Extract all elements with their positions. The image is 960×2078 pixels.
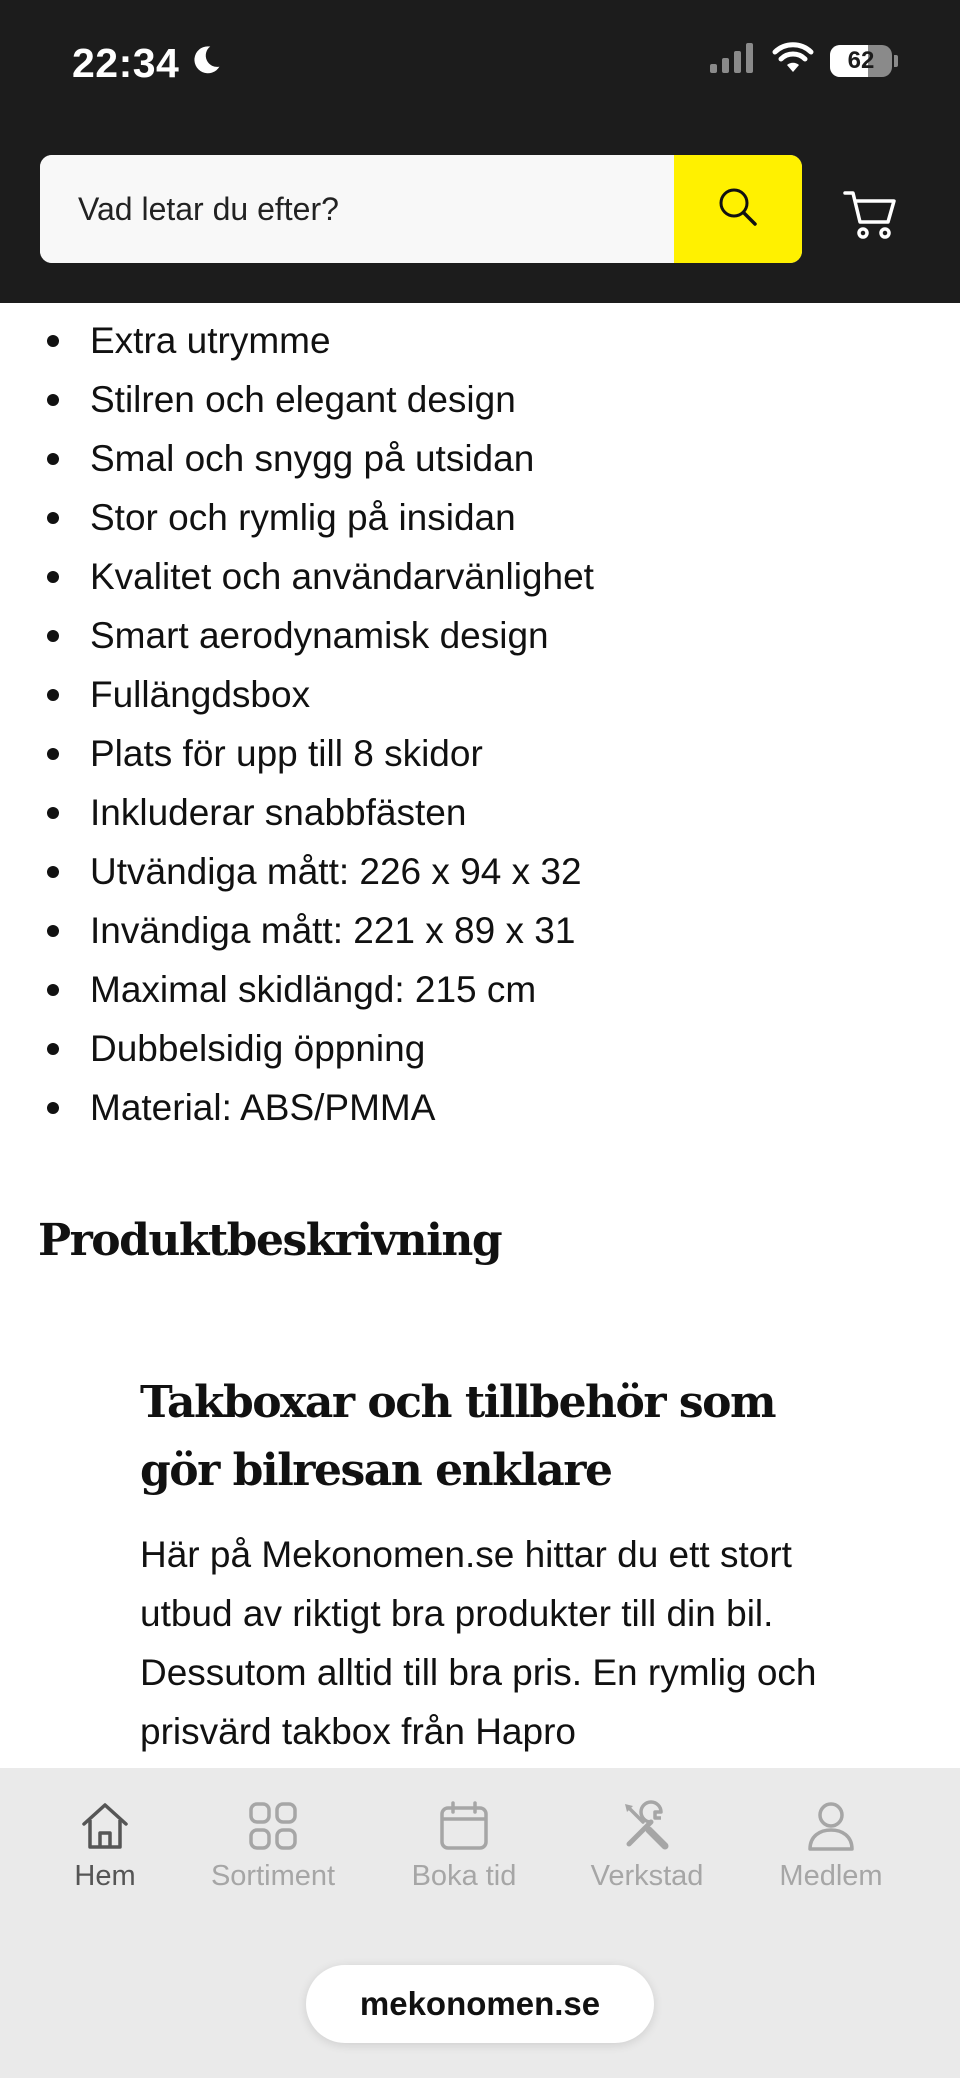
feature-item <box>40 370 594 429</box>
tab-sortiment[interactable] <box>183 1798 363 1893</box>
battery-indicator <box>830 45 892 77</box>
feature-item <box>40 960 594 1019</box>
home-icon <box>77 1798 133 1854</box>
tab-label: Hem <box>74 1860 136 1892</box>
feature-text: Kvalitet och användarvänlighet <box>90 556 594 597</box>
tab-label: Boka tid <box>411 1860 517 1892</box>
feature-item <box>40 665 594 724</box>
feature-item <box>40 311 594 370</box>
cart-button[interactable] <box>840 188 900 244</box>
feature-item <box>40 547 594 606</box>
section-title: Produktbeskrivning <box>38 1215 502 1266</box>
bullet <box>47 748 59 760</box>
bullet <box>47 335 59 347</box>
feature-text: Utvändiga mått: 226 x 94 x 32 <box>90 851 582 892</box>
bullet <box>47 571 59 583</box>
feature-item <box>40 783 594 842</box>
browser-url-bar[interactable] <box>306 1965 654 2043</box>
feature-item <box>40 842 594 901</box>
bullet <box>47 1043 59 1055</box>
search-bar <box>40 155 802 263</box>
feature-text: Dubbelsidig öppning <box>90 1028 426 1069</box>
bullet <box>47 453 59 465</box>
status-time: 22:34 <box>72 39 180 86</box>
bullet <box>47 984 59 996</box>
tab-medlem[interactable] <box>741 1798 921 1893</box>
feature-text: Plats för upp till 8 skidor <box>90 733 483 774</box>
status-time-group <box>72 38 223 88</box>
product-content <box>0 303 960 1768</box>
feature-text: Invändiga mått: 221 x 89 x 31 <box>90 910 576 951</box>
feature-text: Stor och rymlig på insidan <box>90 497 516 538</box>
bullet <box>47 866 59 878</box>
bullet <box>47 689 59 701</box>
url-text: mekonomen.se <box>359 1985 601 2022</box>
search-input[interactable] <box>40 155 674 263</box>
feature-item <box>40 901 594 960</box>
user-icon <box>803 1798 859 1854</box>
tab-label: Verkstad <box>590 1860 704 1892</box>
feature-item <box>40 1019 594 1078</box>
status-icons <box>710 42 898 79</box>
feature-text: Maximal skidlängd: 215 cm <box>90 969 537 1010</box>
feature-text: Smal och snygg på utsidan <box>90 438 535 479</box>
tab-label: Medlem <box>779 1860 883 1892</box>
battery-level: 62 <box>847 46 875 74</box>
wifi-icon <box>772 42 814 79</box>
feature-item <box>40 488 594 547</box>
search-icon <box>716 185 760 234</box>
feature-item <box>40 1078 594 1137</box>
feature-item <box>40 606 594 665</box>
feature-text: Smart aerodynamisk design <box>90 615 549 656</box>
feature-list <box>40 311 594 1137</box>
tab-label: Sortiment <box>210 1860 336 1892</box>
feature-text: Inkluderar snabbfästen <box>90 792 467 833</box>
cellular-signal-icon <box>710 42 756 79</box>
bullet <box>47 1102 59 1114</box>
tab-verkstad[interactable] <box>557 1798 737 1893</box>
tab-hem[interactable] <box>15 1798 195 1893</box>
feature-text: Stilren och elegant design <box>90 379 516 420</box>
feature-item <box>40 724 594 783</box>
bullet <box>47 512 59 524</box>
bullet <box>47 925 59 937</box>
calendar-icon <box>436 1798 492 1854</box>
grid-icon <box>245 1798 301 1854</box>
top-header <box>0 0 960 303</box>
tools-icon <box>619 1798 675 1854</box>
bullet <box>47 394 59 406</box>
bullet <box>47 807 59 819</box>
battery-nub <box>894 55 898 67</box>
feature-text: Material: ABS/PMMA <box>90 1087 436 1128</box>
feature-text: Fullängdsbox <box>90 674 311 715</box>
search-button[interactable] <box>674 155 802 263</box>
article-heading: Takboxar och tillbehör som gör bilresan enklare <box>140 1377 776 1496</box>
moon-icon <box>189 40 223 87</box>
tab-boka-tid[interactable] <box>374 1798 554 1893</box>
feature-text: Extra utrymme <box>90 320 331 361</box>
article-body: Här på Mekonomen.se hittar du ett stort utbud av riktigt bra produkter till din bil. Dessutom alltid till bra pris. En rymlig och prisvärd takbox från Hapro <box>140 1534 817 1752</box>
feature-item <box>40 429 594 488</box>
cart-icon <box>842 188 898 245</box>
bullet <box>47 630 59 642</box>
